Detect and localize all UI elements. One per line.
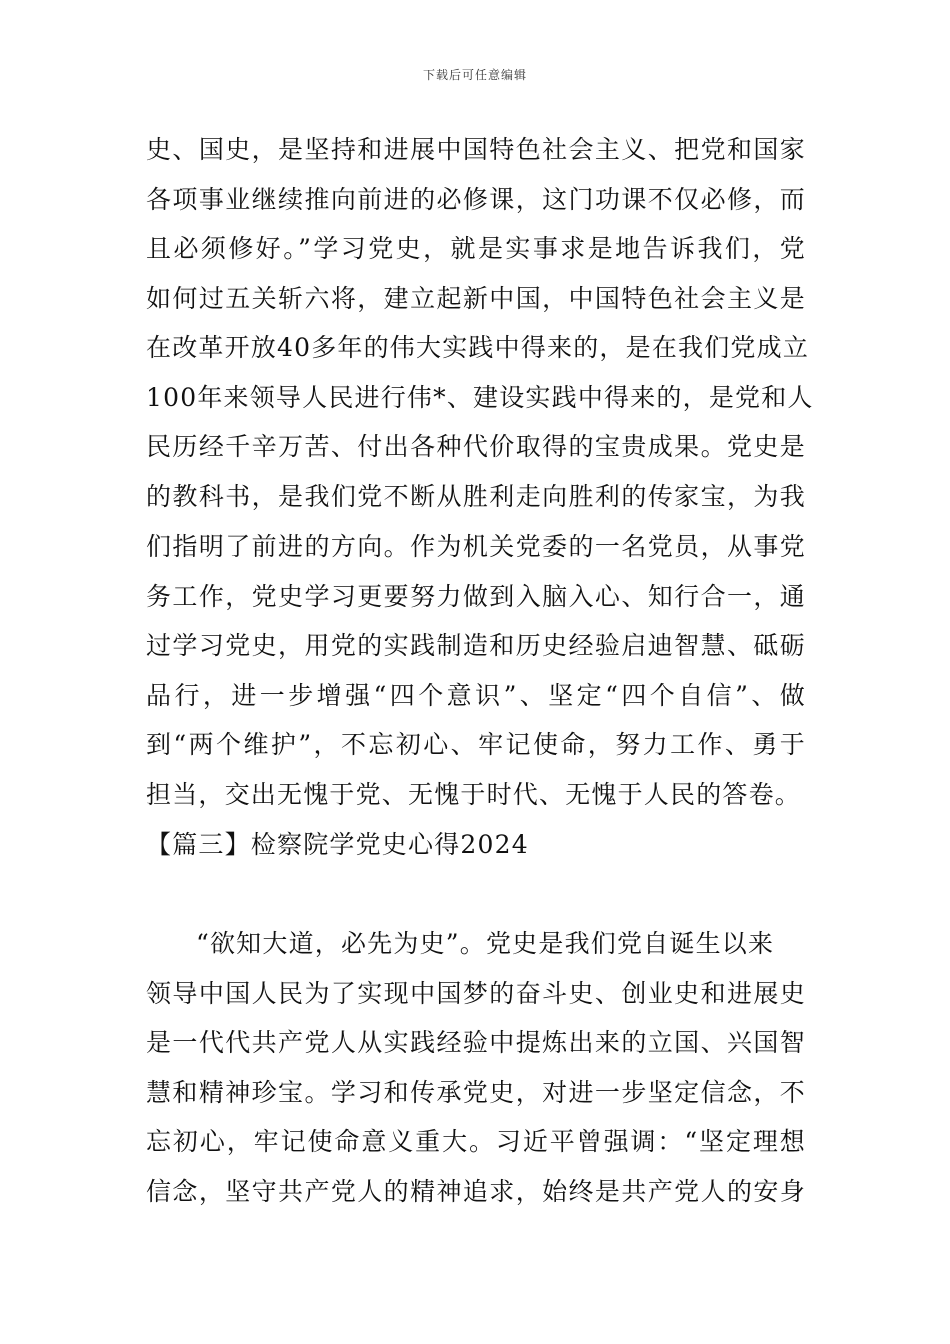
- paragraph-line: 信念，坚守共产党人的精神追求，始终是共产党人的安身: [146, 1177, 806, 1206]
- paragraph-line: 在改革开放40多年的伟大实践中得来的，是在我们党成立: [146, 333, 810, 362]
- paragraph-line: 各项事业继续推向前进的必修课，这门功课不仅必修，而: [146, 185, 806, 214]
- paragraph-line: “欲知大道，必先为史”。党史是我们党自诞生以来: [196, 929, 775, 958]
- paragraph-line: 担当，交出无愧于党、无愧于时代、无愧于人民的答卷。: [146, 780, 802, 809]
- paragraph-line: 领导中国人民为了实现中国梦的奋斗史、创业史和进展史: [146, 979, 806, 1008]
- paragraph-line: 100年来领导人民进行伟*、建设实践中得来的，是党和人: [146, 383, 814, 412]
- header-note: 下载后可任意编辑: [422, 68, 527, 82]
- paragraph-line: 慧和精神珍宝。学习和传承党史，对进一步坚定信念，不: [146, 1078, 806, 1107]
- section-heading: 【篇三】检察院学党史心得2024: [146, 830, 529, 859]
- paragraph-line: 如何过五关斩六将，建立起新中国，中国特色社会主义是: [146, 284, 806, 313]
- paragraph-line: 们指明了前进的方向。作为机关党委的一名党员，从事党: [146, 532, 806, 561]
- paragraph-line: 是一代代共产党人从实践经验中提炼出来的立国、兴国智: [146, 1028, 806, 1057]
- paragraph-line: 的教科书，是我们党不断从胜利走向胜利的传家宝，为我: [146, 482, 806, 511]
- paragraph-line: 民历经千辛万苦、付出各种代价取得的宝贵成果。党史是: [146, 432, 806, 461]
- paragraph-line: 品行，进一步增强“四个意识”、坚定“四个自信”、做: [146, 681, 806, 710]
- paragraph-line: 忘初心，牢记使命意义重大。习近平曾强调：“坚定理想: [146, 1127, 806, 1156]
- paragraph-line: 过学习党史，用党的实践制造和历史经验启迪智慧、砥砺: [146, 631, 806, 660]
- paragraph-line: 史、国史，是坚持和进展中国特色社会主义、把党和国家: [146, 135, 806, 164]
- paragraph-line: 到“两个维护”，不忘初心、牢记使命，努力工作、勇于: [146, 730, 806, 759]
- paragraph-line: 且必须修好。”学习党史，就是实事求是地告诉我们，党: [146, 234, 806, 263]
- paragraph-line: 务工作，党史学习更要努力做到入脑入心、知行合一，通: [146, 582, 806, 611]
